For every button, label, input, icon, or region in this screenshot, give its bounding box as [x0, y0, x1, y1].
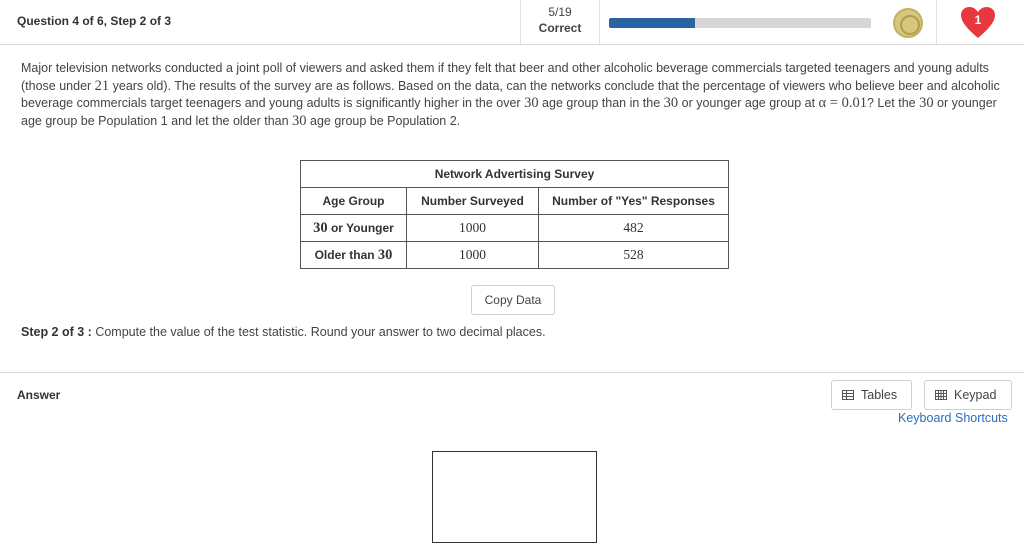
table-cell: 528 — [539, 242, 729, 269]
row-header: Older than 30 — [301, 242, 407, 269]
table-caption: Network Advertising Survey — [301, 161, 729, 188]
table-header-row — [301, 188, 729, 215]
top-bar — [0, 0, 1024, 45]
score-panel — [520, 0, 600, 45]
coin-icon[interactable] — [893, 8, 923, 38]
keypad-button-label: Keypad — [954, 388, 997, 402]
column-header: Number of "Yes" Responses — [539, 188, 729, 215]
table-cell: 482 — [539, 215, 729, 242]
table-cell: 1000 — [407, 242, 539, 269]
column-header: Number Surveyed — [407, 188, 539, 215]
hearts-count: 1 — [974, 13, 982, 27]
table-cell: 1000 — [407, 215, 539, 242]
keypad-icon — [935, 390, 947, 400]
problem-text: Major television networks conducted a joint poll of viewers and asked them if they felt that beer and other alcoholic beverage commercials targeted teenagers and young adults (those under 21 years old). The results of the survey are as follows. Based on the data, can the networks conclude that the percentage of viewers who believe beer and alcoholic beverage commercials target teenagers and young adults is significantly higher in the over 30 age group than in the 30 or younger age group at α = 0.01? Let the 30 or younger age group be Population 1 and let the older than 30 age group be Population 2. — [21, 61, 1000, 129]
table-icon — [842, 390, 854, 400]
step-instruction — [21, 325, 546, 339]
step-text: Compute the value of the test statistic. Round your answer to two decimal places. — [95, 325, 546, 339]
progress-bar — [609, 18, 871, 28]
tables-button[interactable] — [831, 380, 912, 410]
coin-panel — [877, 0, 937, 45]
divider — [0, 372, 1024, 373]
table-row — [301, 242, 729, 269]
score-label: Correct — [538, 21, 582, 35]
table-row — [301, 215, 729, 242]
row-header: 30 or Younger — [301, 215, 407, 242]
score-fraction: 5/19 — [548, 5, 572, 19]
answer-input[interactable] — [432, 451, 597, 543]
step-label: Step 2 of 3 : — [21, 325, 92, 339]
table-caption-row — [301, 161, 729, 188]
heart-icon — [960, 6, 996, 40]
survey-table — [300, 160, 729, 269]
question-label: Question 4 of 6, Step 2 of 3 — [17, 14, 172, 28]
answer-label: Answer — [17, 388, 61, 402]
progress-fill — [609, 18, 695, 28]
tables-button-label: Tables — [861, 388, 898, 402]
keyboard-shortcuts-link[interactable]: Keyboard Shortcuts — [898, 411, 1008, 425]
column-header: Age Group — [301, 188, 407, 215]
keypad-button[interactable] — [924, 380, 1012, 410]
copy-data-button[interactable]: Copy Data — [471, 285, 555, 315]
